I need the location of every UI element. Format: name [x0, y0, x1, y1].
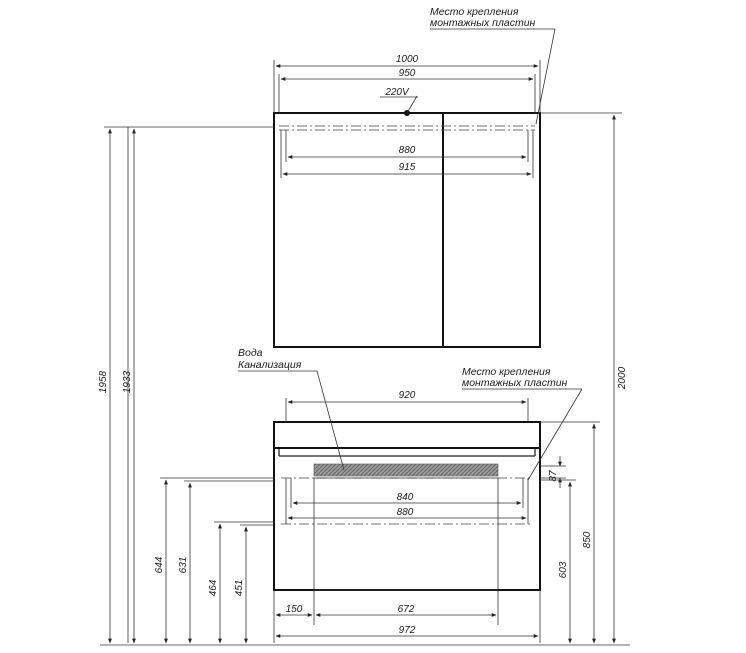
mount-callout-top	[430, 6, 555, 124]
dim-464: 464	[208, 579, 219, 597]
water-label: Вода	[238, 347, 263, 359]
socket-leader	[407, 96, 417, 113]
dim-920: 920	[398, 390, 416, 401]
mount-top-leader	[536, 29, 555, 124]
dim-631: 631	[178, 556, 189, 574]
dim-603: 603	[558, 561, 569, 579]
dim-915: 915	[398, 162, 416, 173]
dim-880-bottom: 880	[396, 507, 414, 518]
water-sewer-leader	[317, 371, 344, 470]
dim-451: 451	[234, 579, 245, 597]
dim-880-top: 880	[398, 145, 416, 156]
dim-2000: 2000	[617, 366, 628, 390]
water-sewer-callout	[238, 347, 344, 470]
dim-644: 644	[154, 556, 165, 574]
dim-672: 672	[397, 604, 415, 615]
mount-top-label-line2: монтажных пластин	[430, 17, 536, 29]
basin-top	[274, 422, 540, 448]
mount-top-label-line1: Место крепления	[430, 6, 519, 18]
vanity-dimensions	[154, 390, 600, 643]
mirror-cabinet	[274, 96, 540, 347]
dim-972: 972	[398, 625, 416, 636]
voltage-label: 220V	[385, 87, 409, 98]
dim-1958: 1958	[98, 370, 109, 394]
dim-150: 150	[285, 604, 303, 615]
dim-1933: 1933	[122, 370, 133, 394]
siphon-area	[314, 464, 498, 476]
sewer-label: Канализация	[238, 359, 302, 371]
vanity-cabinet	[274, 422, 540, 590]
dim-87: 87	[548, 470, 559, 482]
dim-850: 850	[582, 531, 593, 549]
mount-bottom-label-line2: монтажных пластин	[462, 377, 568, 389]
dim-840: 840	[396, 492, 414, 503]
mount-bottom-label-line1: Место крепления	[462, 366, 551, 378]
dim-1000: 1000	[395, 54, 419, 65]
dim-950: 950	[398, 68, 416, 79]
